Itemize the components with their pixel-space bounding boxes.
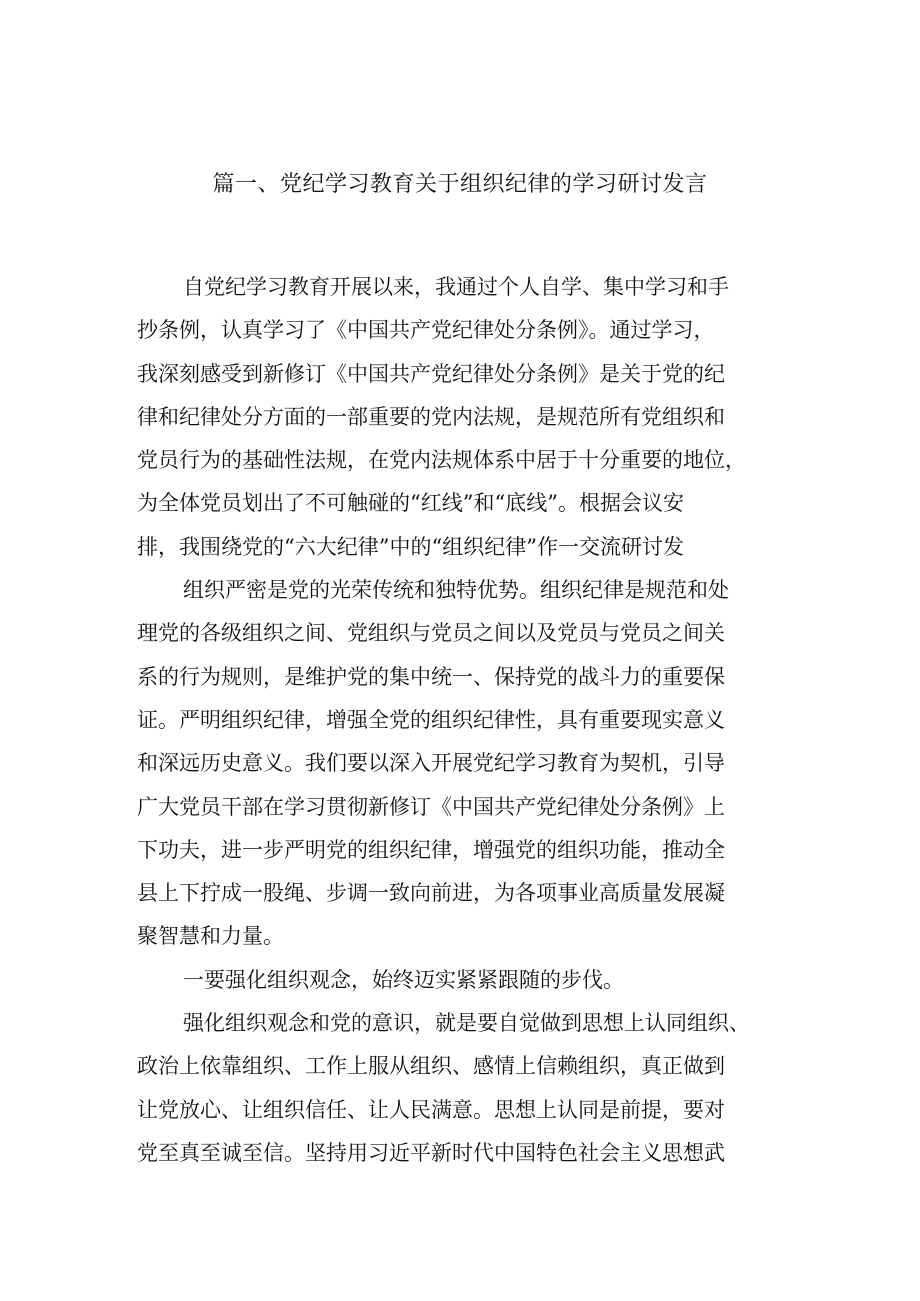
body-text-line: 一要强化组织观念，始终迈实紧紧跟随的步伐。 (183, 967, 624, 992)
body-text-line: 组织严密是党的光荣传统和独特优势。组织纪律是规范和处 (183, 578, 729, 603)
body-text-line: 系的行为规则，是维护党的集中统一、保持党的战斗力的重要保 (137, 664, 725, 689)
body-text-line: 让党放心、让组织信任、让人民满意。思想上认同是前提，要对 (137, 1097, 725, 1122)
body-text-line: 广大党员干部在学习贯彻新修订《中国共产党纪律处分条例》上 (137, 794, 725, 819)
body-text-line: 县上下拧成一股绳、步调一致向前进，为各项事业高质量发展凝 (137, 881, 725, 906)
body-text-line: 排，我围绕党的“六大纪律”中的“组织纪律”作一交流研讨发 (137, 534, 684, 559)
body-text-line: 自党纪学习教育开展以来，我通过个人自学、集中学习和手 (183, 275, 729, 299)
body-text-line: 我深刻感受到新修订《中国共产党纪律处分条例》是关于党的纪 (137, 361, 725, 386)
body-text-line: 强化组织观念和党的意识，就是要自觉做到思想上认同组织、 (183, 1011, 750, 1036)
body-text-line: 聚智慧和力量。 (137, 924, 284, 949)
body-text-line: 为全体党员划出了不可触碰的“红线”和“底线”。根据会议安 (137, 491, 684, 516)
body-text-line: 和深远历史意义。我们要以深入开展党纪学习教育为契机，引导 (137, 751, 725, 776)
body-text-line: 党员行为的基础性法规，在党内法规体系中居于十分重要的地位， (137, 448, 746, 473)
body-text-line: 下功夫，进一步严明党的组织纪律，增强党的组织功能，推动全 (137, 837, 725, 862)
document-title: 篇一、党纪学习教育关于组织纪律的学习研讨发言 (212, 172, 708, 197)
body-text-line: 律和纪律处分方面的一部重要的党内法规，是规范所有党组织和 (137, 404, 725, 429)
body-text-line: 抄条例，认真学习了《中国共产党纪律处分条例》。通过学习， (137, 318, 715, 343)
body-text-line: 理党的各级组织之间、党组织与党员之间以及党员与党员之间关 (137, 621, 725, 646)
body-text-line: 政治上依靠组织、工作上服从组织、感情上信赖组织，真正做到 (137, 1054, 725, 1079)
body-text-line: 党至真至诚至信。坚持用习近平新时代中国特色社会主义思想武 (137, 1140, 725, 1165)
document-body (137, 266, 797, 1175)
body-text-line: 证。严明组织纪律，增强全党的组织纪律性，具有重要现实意义 (137, 707, 725, 732)
